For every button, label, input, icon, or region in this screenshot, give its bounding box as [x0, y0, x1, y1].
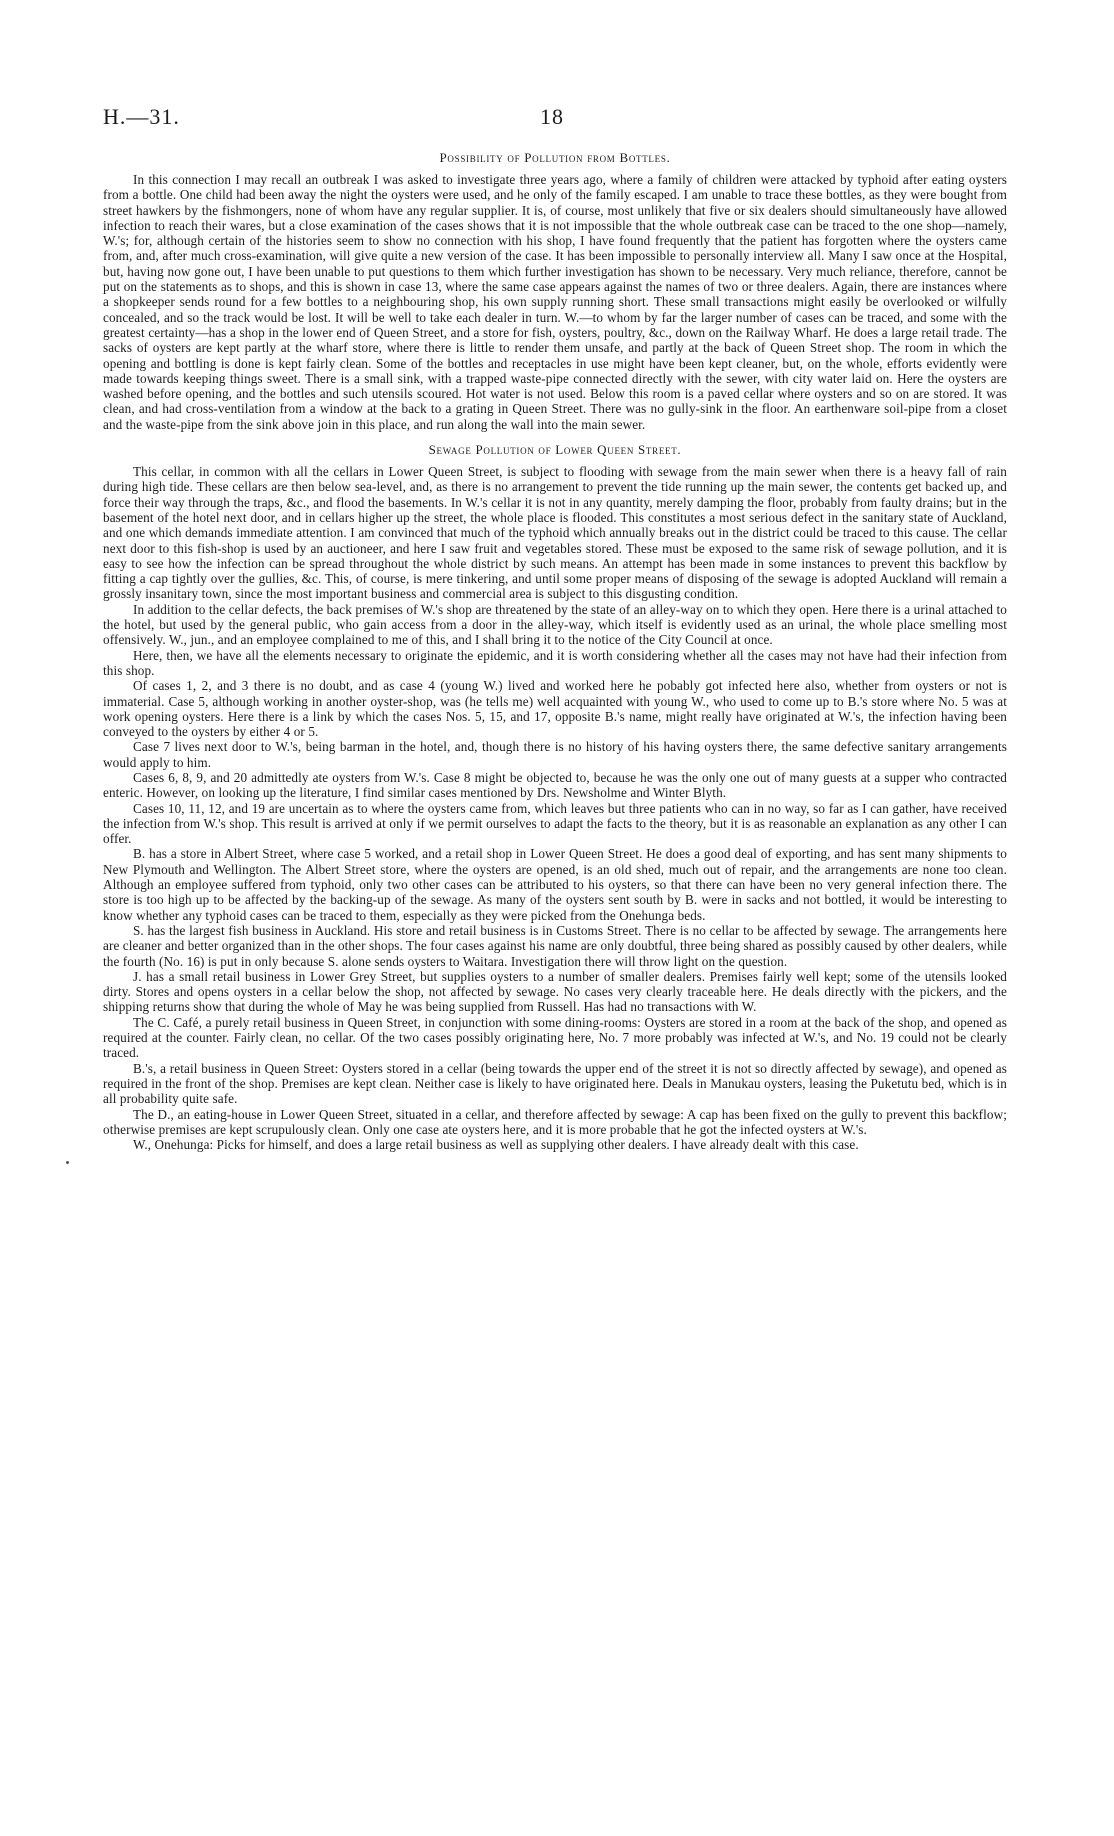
paragraph: S. has the largest fish business in Auckland. His store and retail business is in Customs Street. There is no cellar to be affected by sewage. The arrangements here are cleaner and better organized than in the other shops. The four cases against his name are only doubtful, three being shared as possibly caused by other dealers, while the fourth (No. 16) is put in only because S. alone sends oysters to Waitara. Investigation there will throw light on the question.: [103, 922, 1007, 969]
paragraph: In addition to the cellar defects, the back premises of W.'s shop are threatened by the state of an alley-way on to which they open. Here there is a urinal attached to the hotel, but used by the general public, who gain access from a door in the alley-way, which itself is evidently used as an urinal, the whole place smelling most offensively. W., jun., and an employee complained to me of this, and I shall bring it to the notice of the City Council at once.: [103, 601, 1007, 648]
page-number: 18: [540, 104, 564, 129]
paragraph: The C. Café, a purely retail business in Queen Street, in conjunction with some dining-rooms: Oysters are stored in a room at the back of the shop, and opened as required at the counter. Fairly clean, no cellar. Of the two cases possibly originating here, No. 7 more probably was infected at W.'s, and No. 19 could not be clearly traced.: [103, 1014, 1007, 1061]
paragraph: In this connection I may recall an outbreak I was asked to investigate three years ago, where a family of children were attacked by typhoid after eating oysters from a bottle. One child had been away the night the oysters were used, and he only of the family escaped. I am unable to trace these bottles, as they were bought from street hawkers by the fishmongers, none of whom have any regular supplier. It is, of course, most unlikely that five or six dealers should simultaneously have allowed infection to reach their wares, but a close examination of the cases shows that it is not impossible that the whole outbreak case can be traced to the one shop—namely, W.'s; for, although certain of the histories seem to show no connection with his shop, I have found frequently that the patient has forgotten where the oysters came from, and, after much cross-examination, will give quite a new version of the case. It has been impossible to personally interview all. Many I saw once at the Hospital, but, having now gone out, I have been unable to put questions to them which further investigation has shown to be necessary. Very much reliance, therefore, cannot be put on the statements as to shops, and this is shown in case 13, where the same case appears against the names of two or three dealers. Again, there are instances where a shopkeeper sends round for a few bottles to a neighbouring shop, his own supply running short. These small transactions might easily be overlooked or wilfully concealed, and so the track would be lost. It will be well to take each dealer in turn. W.—to whom by far the larger number of cases can be traced, and some with the greatest certainty—has a shop in the lower end of Queen Street, and a store for fish, oysters, poultry, &c., down on the Railway Wharf. He does a large retail trade. The sacks of oysters are kept partly at the wharf store, where there is little to render them unsafe, and partly at the back of Queen Street shop. The room in which the opening and bottling is done is kept fairly clean. Some of the bottles and receptacles in use might have been kept cleaner, but, on the whole, efforts evidently were made towards keeping things sweet. There is a small sink, with a trapped waste-pipe connected directly with the sewer, with city water laid on. Here the oysters are washed before opening, and the bottles and such utensils scoured. Hot water is not used. Below this room is a paved cellar where oysters and so on are stored. It was clean, and had cross-ventilation from a window at the back to a grating in Queen Street. There was no gully-sink in the floor. An earthenware soil-pipe from a closet and the waste-pipe from the sink above join in this place, and run along the wall into the main sewer.: [103, 172, 1007, 432]
paragraph: J. has a small retail business in Lower Grey Street, but supplies oysters to a number of smaller dealers. Premises fairly well kept; some of the utensils looked dirty. Stores and opens oysters in a cellar below the shop, not affected by sewage. No cases very clearly traceable here. He deals directly with the pickers, and the shipping returns show that during the whole of May he was being supplied from Russell. Has had no transactions with W.: [103, 968, 1007, 1015]
paragraph: Cases 10, 11, 12, and 19 are uncertain as to where the oysters came from, which leaves but three patients who can in no way, so far as I can gather, have received the infection from W.'s shop. This result is arrived at only if we permit ourselves to adapt the facts to the theory, but it is as reasonable an explanation as any other I can offer.: [103, 800, 1007, 847]
section-heading-bottles: Possibility of Pollution from Bottles.: [439, 150, 671, 165]
report-reference: H.—31.: [103, 104, 180, 129]
margin-speck: [66, 1161, 69, 1164]
paragraph: The D., an eating-house in Lower Queen Street, situated in a cellar, and therefore affected by sewage: A cap has been fixed on the gully to prevent this backflow; otherwise premises are kept scrupulously clean. Only one case ate oysters here, and it is more probable that he got the infected oysters at W.'s.: [103, 1106, 1007, 1137]
paragraph: Here, then, we have all the elements necessary to originate the epidemic, and it is worth considering whether all the cases may not have had their infection from this shop.: [103, 647, 1007, 678]
paragraph: Of cases 1, 2, and 3 there is no doubt, and as case 4 (young W.) lived and worked here he pobably got infected here also, whether from oysters or not is immaterial. Case 5, although working in another oyster-shop, was (he tells me) well acquainted with young W., who used to come up to B.'s store where No. 5 was at work opening oysters. Here there is a link by which the cases Nos. 5, 15, and 17, opposite B.'s name, might really have originated at W.'s, the infection having been conveyed to the oysters by either 4 or 5.: [103, 678, 1007, 740]
paragraph: Case 7 lives next door to W.'s, being barman in the hotel, and, though there is no history of his having oysters there, the same defective sanitary arrangements would apply to him.: [103, 739, 1007, 770]
paragraph: This cellar, in common with all the cellars in Lower Queen Street, is subject to flooding with sewage from the main sewer when there is a heavy fall of rain during high tide. These cellars are then below sea-level, and, as there is no arrangement to prevent the tide running up the main sewer, the contents get backed up, and force their way through the traps, &c., and flood the basements. In W.'s cellar it is not in any quantity, merely damping the floor, probably from faulty drains; but in the basement of the hotel next door, and in cellars higher up the street, the whole place is flooded. This constitutes a most serious defect in the sanitary state of Auckland, and one which demands immediate attention. I am convinced that much of the typhoid which annually breaks out in the district could be traced to this cause. The cellar next door to this fish-shop is used by an auctioneer, and here I saw fruit and vegetables stored. These must be exposed to the same risk of sewage pollution, and it is easy to see how the infection can be spread throughout the whole district by such means. An attempt has been made in some instances to prevent this backflow by fitting a cap tightly over the gullies, &c. This, of course, is mere tinkering, and until some proper means of disposing of the sewage is adopted Auckland will remain a grossly insanitary town, since the most important business and commercial area is subject to this disgusting condition.: [103, 464, 1007, 602]
paragraph: W., Onehunga: Picks for himself, and does a large retail business as well as supplying other dealers. I have already dealt with this case.: [133, 1137, 859, 1153]
paragraph: B.'s, a retail business in Queen Street: Oysters stored in a cellar (being towards the upper end of the street it is not so directly affected by sewage), and opened as required in the front of the shop. Premises are kept clean. Neither case is likely to have originated here. Deals in Manukau oysters, leasing the Puketutu bed, which is in all probability quite safe.: [103, 1060, 1007, 1107]
paragraph: B. has a store in Albert Street, where case 5 worked, and a retail shop in Lower Queen Street. He does a good deal of exporting, and has sent many shipments to New Plymouth and Wellington. The Albert Street store, where the oysters are opened, is an old shed, much out of repair, and the arrangements are none too clean. Although an employee suffered from typhoid, only two other cases can be attributed to his oysters, so that there can have been no very general infection there. The store is too high up to be affected by the backing-up of the sewage. As many of the oysters sent south by B. were in sacks and not bottled, it would be interesting to know whether any typhoid cases can be traced to them, especially as they were picked from the Onehunga beds.: [103, 846, 1007, 923]
paragraph: Cases 6, 8, 9, and 20 admittedly ate oysters from W.'s. Case 8 might be objected to, because he was the only one out of many guests at a supper who contracted enteric. However, on looking up the literature, I find similar cases mentioned by Drs. Newsholme and Winter Blyth.: [103, 769, 1007, 801]
document-body: [103, 150, 1007, 1152]
section-heading-sewage: Sewage Pollution of Lower Queen Street.: [428, 442, 682, 458]
